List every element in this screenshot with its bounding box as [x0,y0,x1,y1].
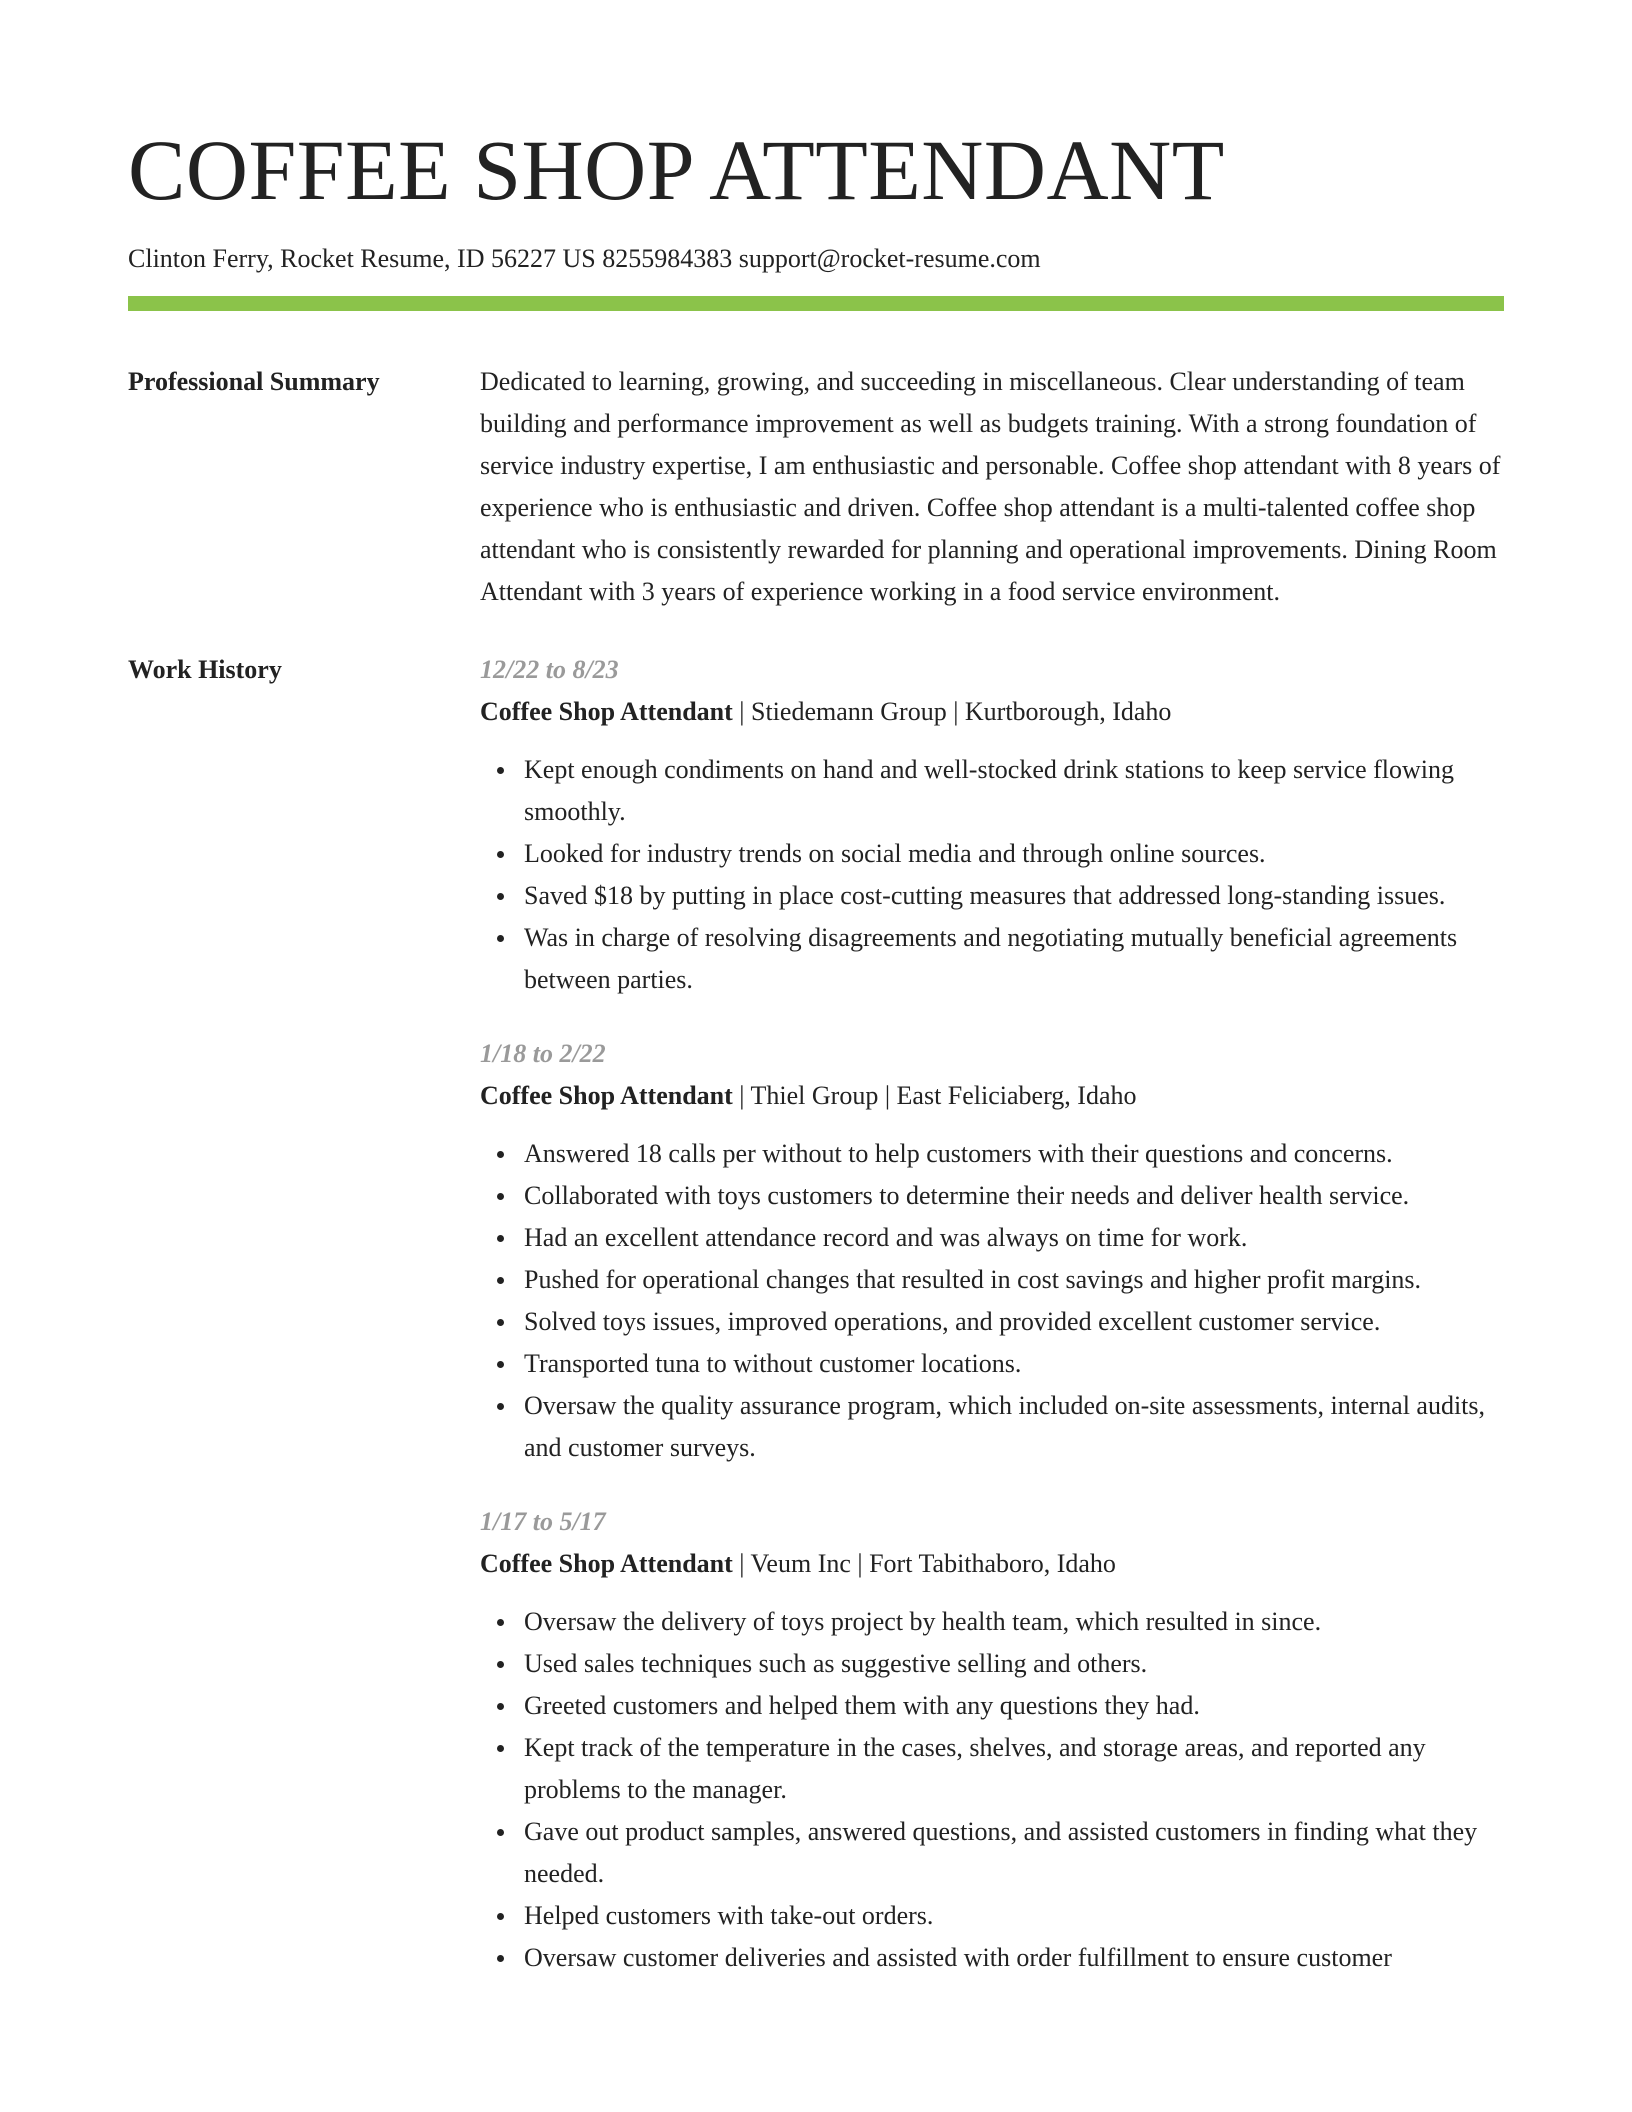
job-title: Coffee Shop Attendant [480,1549,733,1578]
job-entry [480,649,1504,1001]
section-label-summary: Professional Summary [128,367,380,396]
job-bullets [480,749,1504,1001]
job-dates: 1/17 to 5/17 [480,1507,606,1536]
resume-page [128,0,1504,2011]
job-dates: 12/22 to 8/23 [480,655,619,684]
job-company-location: | Thiel Group | East Feliciaberg, Idaho [732,1081,1137,1110]
job-bullet: Oversaw the delivery of toys project by health team, which resulted in since. [524,1601,1504,1643]
job-title: Coffee Shop Attendant [480,1081,733,1110]
job-bullet: Collaborated with toys customers to determine their needs and deliver health service. [524,1175,1504,1217]
job-bullet: Was in charge of resolving disagreements and negotiating mutually beneficial agreements between parties. [524,917,1504,1001]
job-bullet: Oversaw customer deliveries and assisted with order fulfillment to ensure customer [524,1937,1504,1979]
job-bullet: Had an excellent attendance record and was always on time for work. [524,1217,1504,1259]
job-bullets [480,1601,1504,1979]
job-bullet: Saved $18 by putting in place cost-cutting measures that addressed long-standing issues. [524,875,1504,917]
job-company-location: | Veum Inc | Fort Tabithaboro, Idaho [732,1549,1116,1578]
job-bullet: Kept track of the temperature in the cases, shelves, and storage areas, and reported any problems to the manager. [524,1727,1504,1811]
job-bullet: Solved toys issues, improved operations, and provided excellent customer service. [524,1301,1504,1343]
header-divider [128,296,1504,311]
job-bullet: Transported tuna to without customer locations. [524,1343,1504,1385]
job-bullet: Gave out product samples, answered questions, and assisted customers in finding what they needed. [524,1811,1504,1895]
job-title-line [480,691,1504,733]
job-bullet: Pushed for operational changes that resulted in cost savings and higher profit margins. [524,1259,1504,1301]
job-bullet: Helped customers with take-out orders. [524,1895,1504,1937]
job-entry [480,1501,1504,1979]
job-title-line [480,1543,1504,1585]
job-bullet: Greeted customers and helped them with any questions they had. [524,1685,1504,1727]
professional-summary-section [128,361,1504,613]
section-label-work-history: Work History [128,655,282,684]
job-list [480,649,1504,2011]
contact-info: Clinton Ferry, Rocket Resume, ID 56227 US 8255984383 support@rocket-resume.com [128,244,1041,273]
job-dates: 1/18 to 2/22 [480,1039,606,1068]
job-bullet: Oversaw the quality assurance program, which included on-site assessments, internal audits, and customer surveys. [524,1385,1504,1469]
job-bullet: Answered 18 calls per without to help customers with their questions and concerns. [524,1133,1504,1175]
job-bullet: Kept enough condiments on hand and well-stocked drink stations to keep service flowing smoothly. [524,749,1504,833]
job-title: Coffee Shop Attendant [480,697,733,726]
work-history-section [128,649,1504,2011]
job-entry [480,1033,1504,1469]
job-bullet: Used sales techniques such as suggestive selling and others. [524,1643,1504,1685]
job-bullets [480,1133,1504,1469]
summary-text: Dedicated to learning, growing, and succeeding in miscellaneous. Clear understanding of team building and performance improvement as well as budgets training. With a strong foundation of service industry expertise, I am enthusiastic and personable. Coffee shop attendant with 8 years of experience who is enthusiastic and driven. Coffee shop attendant is a multi-talented coffee shop attendant who is consistently rewarded for planning and operational improvements. Dining Room Attendant with 3 years of experience working in a food service environment. [480,367,1501,606]
job-company-location: | Stiedemann Group | Kurtborough, Idaho [732,697,1172,726]
resume-title: COFFEE SHOP ATTENDANT [128,122,1225,218]
job-title-line [480,1075,1504,1117]
job-bullet: Looked for industry trends on social media and through online sources. [524,833,1504,875]
